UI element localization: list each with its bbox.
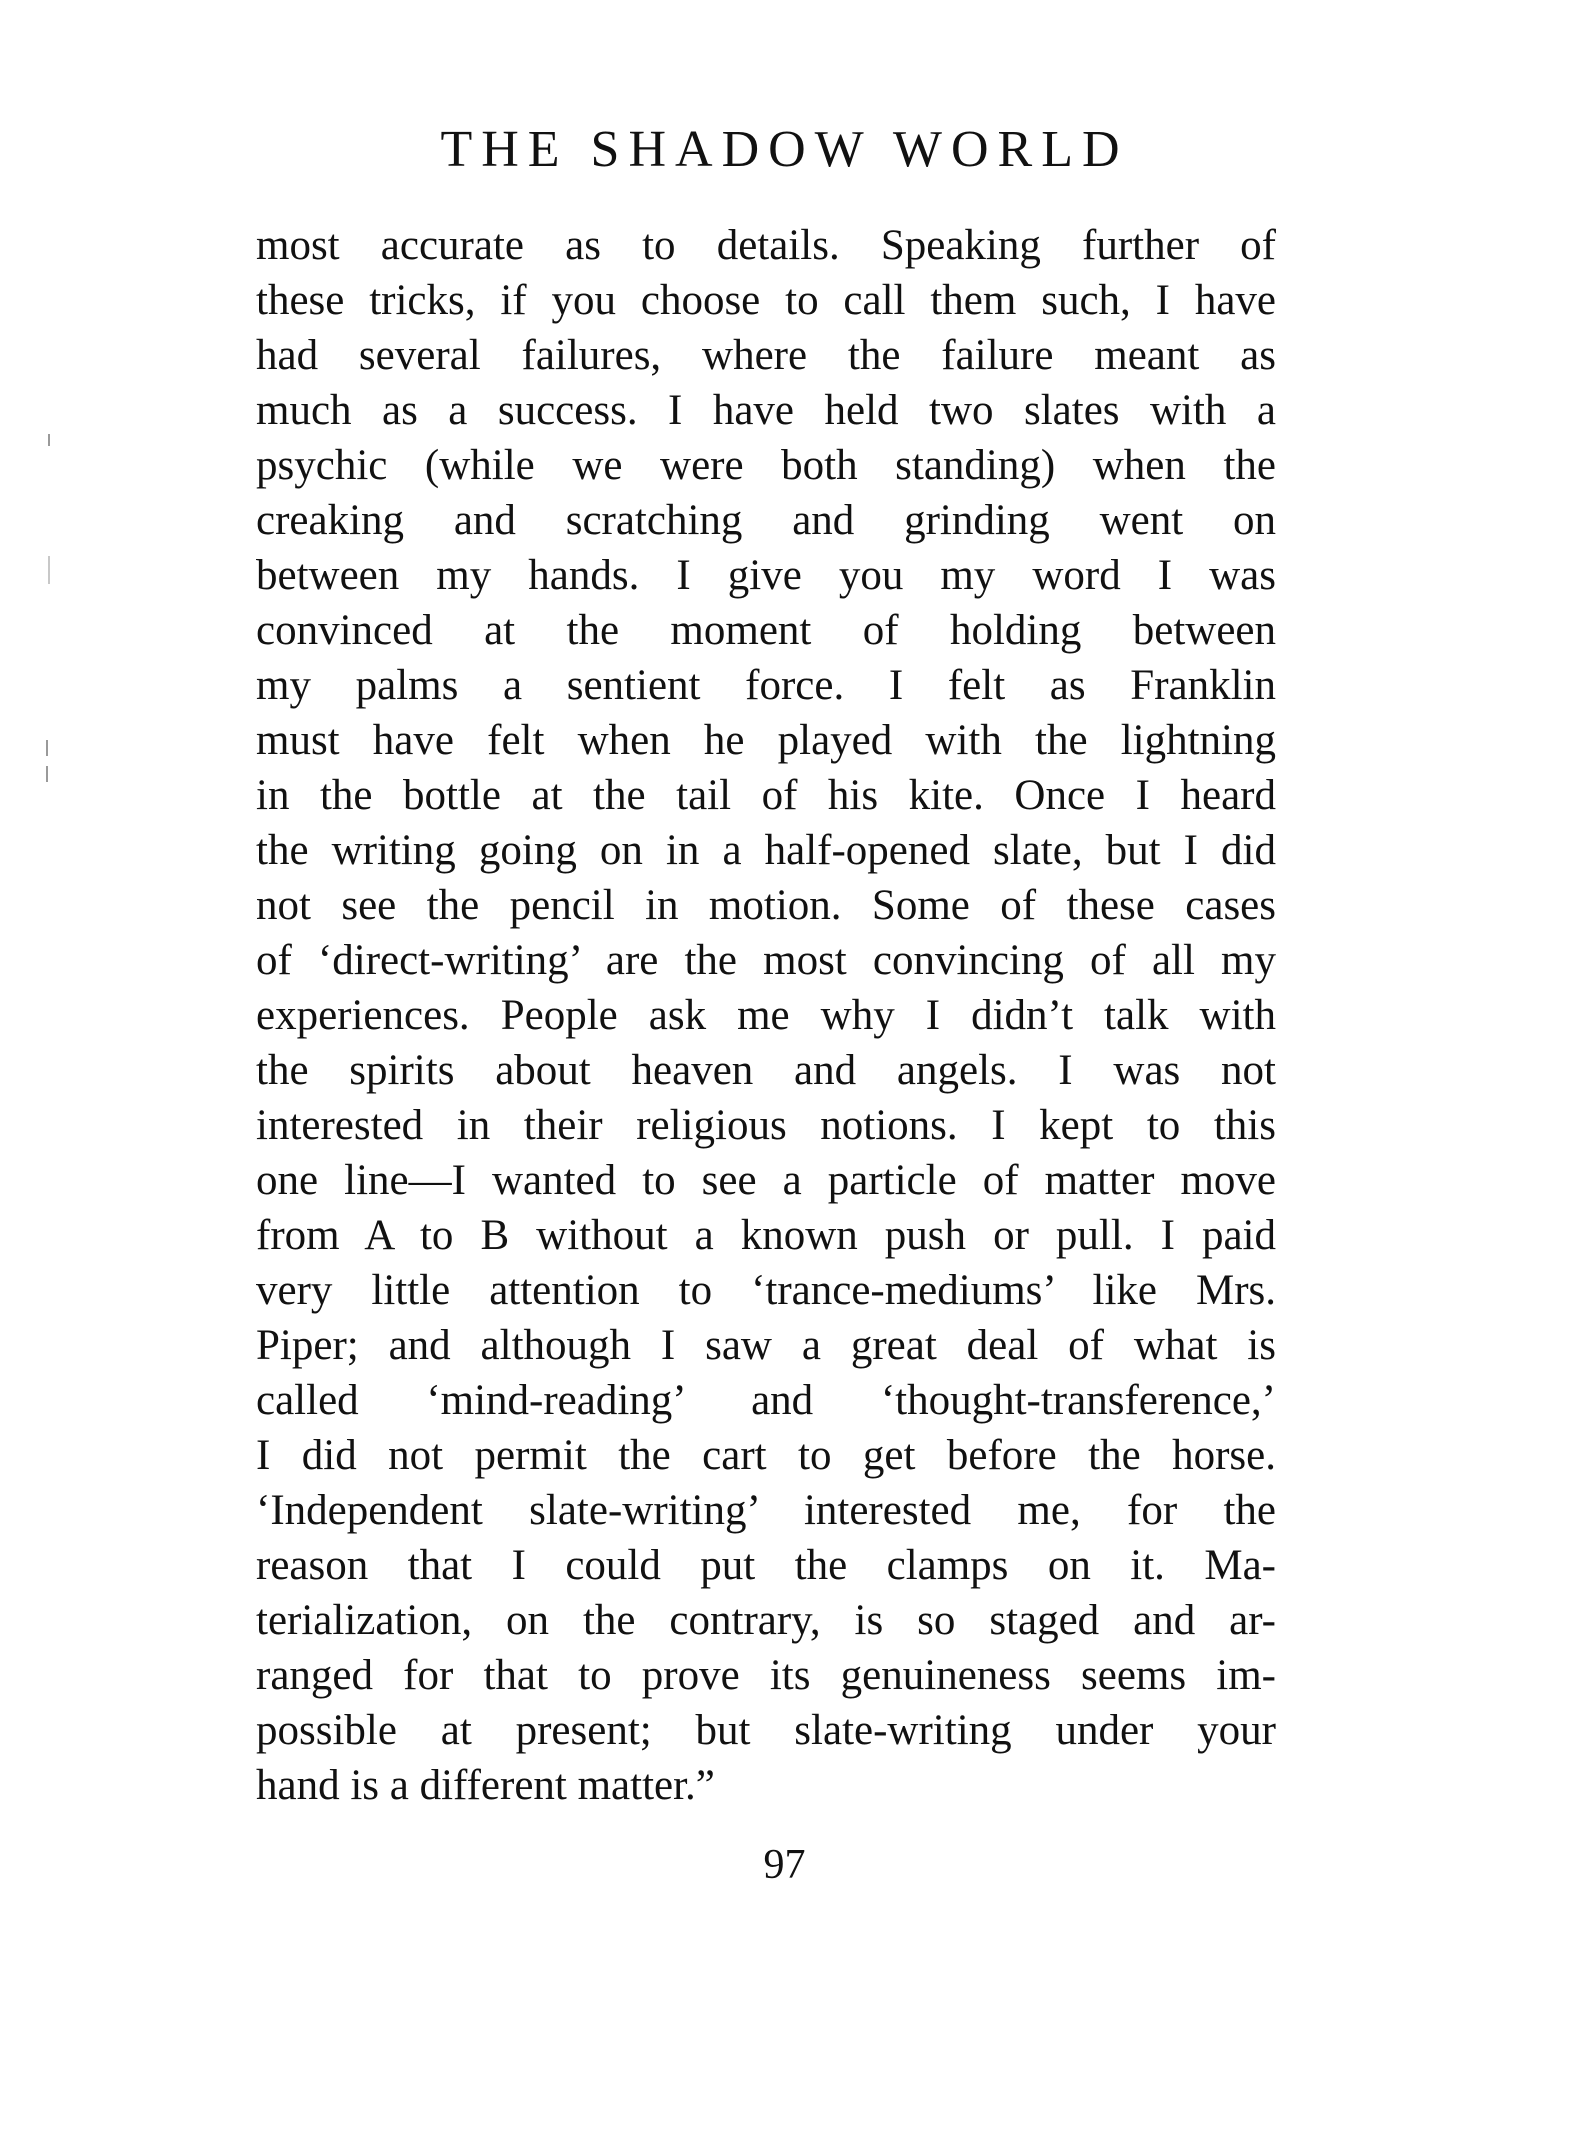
text-line: one line—I wanted to see a particle of matter move — [256, 1157, 1276, 1204]
text-line: terialization, on the contrary, is so staged and ar- — [256, 1597, 1276, 1644]
text-line: experiences. People ask me why I didn’t talk with — [256, 992, 1276, 1039]
text-line: ranged for that to prove its genuineness seems im- — [256, 1652, 1276, 1699]
text-line: very little attention to ‘trance-mediums’ like Mrs. — [256, 1267, 1276, 1314]
page-number: 97 — [763, 1842, 806, 1888]
text-line: ‘Independent slate-writing’ interested me, for the — [256, 1487, 1276, 1534]
body-text — [256, 218, 1276, 1813]
scan-speck — [48, 556, 50, 584]
scan-speck — [48, 434, 50, 446]
text-line: most accurate as to details. Speaking further of — [256, 222, 1276, 269]
text-line: between my hands. I give you my word I was — [256, 552, 1276, 599]
text-line: called ‘mind-reading’ and ‘thought-transference,’ — [256, 1377, 1276, 1424]
text-line: must have felt when he played with the lightning — [256, 717, 1276, 764]
text-line: from A to B without a known push or pull. I paid — [256, 1212, 1276, 1259]
scan-speck — [46, 740, 48, 756]
text-line: in the bottle at the tail of his kite. Once I heard — [256, 772, 1276, 819]
text-line: creaking and scratching and grinding went on — [256, 497, 1276, 544]
text-line: possible at present; but slate-writing under your — [256, 1707, 1276, 1754]
text-line: the spirits about heaven and angels. I was not — [256, 1047, 1276, 1094]
text-line: these tricks, if you choose to call them such, I have — [256, 277, 1276, 324]
text-line: the writing going on in a half-opened slate, but I did — [256, 827, 1276, 874]
scan-speck — [46, 766, 48, 782]
text-line: I did not permit the cart to get before the horse. — [256, 1432, 1276, 1479]
text-line: psychic (while we were both standing) when the — [256, 442, 1276, 489]
text-line: much as a success. I have held two slates with a — [256, 387, 1276, 434]
text-line: of ‘direct-writing’ are the most convincing of all my — [256, 937, 1276, 984]
text-line: reason that I could put the clamps on it. Ma- — [256, 1542, 1276, 1589]
text-line: my palms a sentient force. I felt as Franklin — [256, 662, 1276, 709]
text-line: Piper; and although I saw a great deal of what is — [256, 1322, 1276, 1369]
text-line: had several failures, where the failure meant as — [256, 332, 1276, 379]
text-line-last: hand is a different matter.” — [256, 1762, 715, 1809]
running-head: THE SHADOW WORLD — [440, 121, 1129, 178]
text-line: not see the pencil in motion. Some of these cases — [256, 882, 1276, 929]
text-line: convinced at the moment of holding between — [256, 607, 1276, 654]
text-line: interested in their religious notions. I kept to this — [256, 1102, 1276, 1149]
